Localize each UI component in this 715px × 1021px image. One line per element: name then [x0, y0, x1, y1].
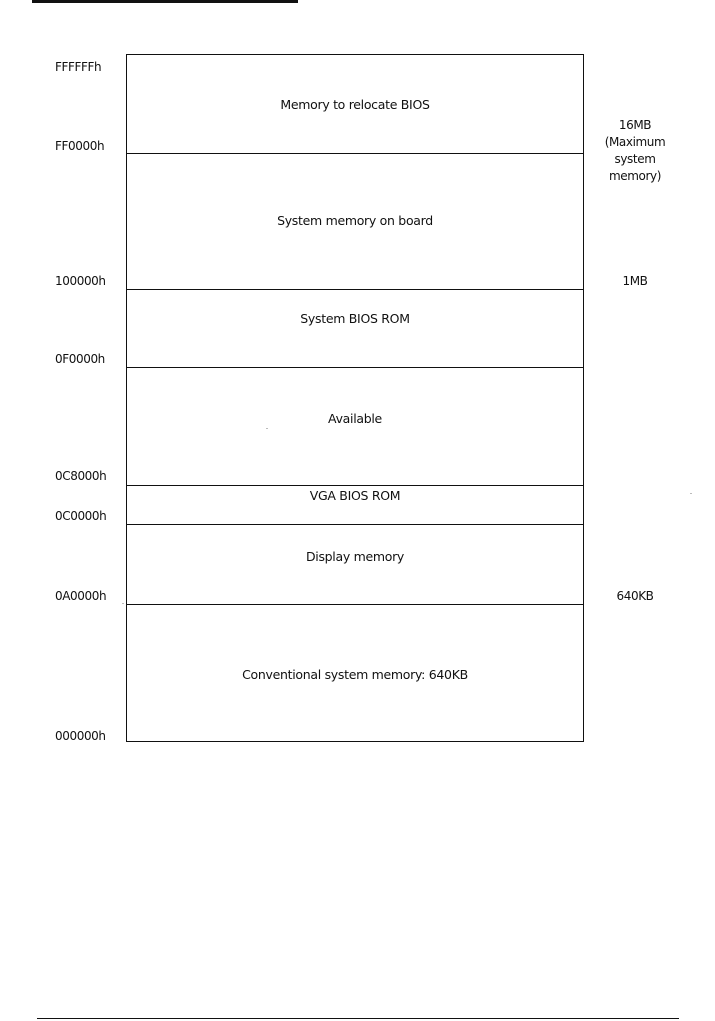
address-0f0000: 0F0000h: [55, 352, 105, 366]
region-vga-bios-rom: VGA BIOS ROM: [309, 488, 401, 503]
region-system-memory-on-board: System memory on board: [277, 213, 433, 228]
divider-0a0000: [127, 604, 583, 605]
region-available: Available: [328, 411, 382, 426]
size-1mb: 1MB: [622, 274, 648, 288]
divider-ff0000: [127, 153, 583, 154]
address-000000: 000000h: [55, 729, 106, 743]
address-0c8000: 0C8000h: [55, 469, 107, 483]
top-rule: [32, 0, 298, 3]
address-100000: 100000h: [55, 274, 106, 288]
size-maximum: (Maximum: [604, 135, 666, 149]
scan-speck: [266, 428, 268, 429]
size-memory: memory): [608, 169, 662, 183]
address-ffffff: FFFFFFh: [55, 60, 102, 74]
bottom-rule: [37, 1018, 679, 1019]
size-640kb: 640KB: [616, 589, 654, 603]
memory-map: [126, 54, 584, 742]
divider-0f0000: [127, 367, 583, 368]
scan-speck: [122, 603, 124, 604]
divider-100000: [127, 289, 583, 290]
size-16mb-note: [592, 117, 678, 185]
address-ff0000: FF0000h: [55, 139, 105, 153]
divider-0c8000: [127, 485, 583, 486]
region-display-memory: Display memory: [305, 549, 405, 564]
region-system-bios-rom: System BIOS ROM: [300, 311, 410, 326]
size-system: system: [614, 152, 656, 166]
size-16mb: 16MB: [618, 118, 652, 132]
scan-speck: [690, 493, 692, 494]
region-conventional-memory: Conventional system memory: 640KB: [242, 667, 468, 682]
region-relocate-bios: Memory to relocate BIOS: [280, 97, 430, 112]
divider-0c0000: [127, 524, 583, 525]
address-0c0000: 0C0000h: [55, 509, 107, 523]
address-0a0000: 0A0000h: [55, 589, 107, 603]
